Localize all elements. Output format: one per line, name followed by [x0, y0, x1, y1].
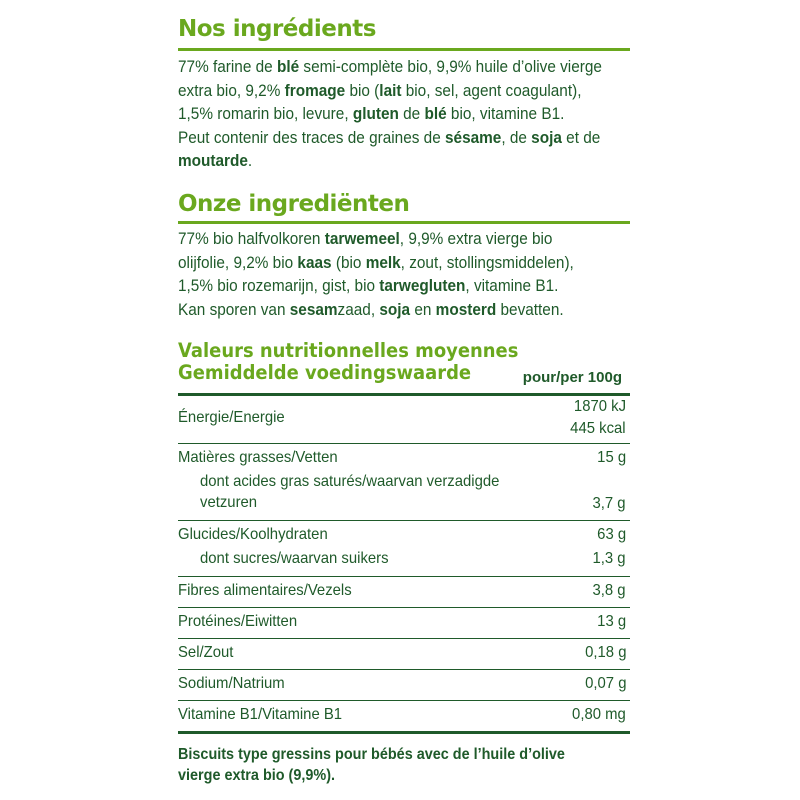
ingredient-text: , vitamine B1.: [465, 277, 559, 295]
fr-ingredients-text: [178, 56, 606, 174]
allergen-word: soja: [531, 128, 562, 147]
ingredient-text: de: [398, 105, 425, 123]
ingredient-text: et de: [561, 128, 601, 147]
row-value: 0,07 g: [584, 675, 626, 692]
row-label: Glucides/Koolhydraten: [178, 526, 328, 543]
per-100g-label: pour/per 100g: [522, 369, 622, 386]
table-row-sodium: [178, 670, 630, 701]
row-value: 13 g: [597, 613, 626, 630]
product-description-line-1: Biscuits type gressins pour bébés avec de l’huile d’olive: [178, 746, 565, 763]
nutrition-title-fr: Valeurs nutritionnelles moyennes: [178, 339, 519, 362]
row-label-sub: dont acides gras saturés/waarvan verzadigde: [200, 473, 500, 490]
table-row-protein: [178, 608, 630, 639]
nl-ingredients-text: [178, 228, 606, 322]
ingredient-text: en: [410, 300, 436, 319]
table-row-salt: [178, 639, 630, 670]
ingredient-line: [178, 299, 606, 323]
allergen-word: soja: [379, 300, 411, 319]
ingredient-line: [178, 56, 606, 80]
nutrition-title-nl: Gemiddelde voedingswaarde: [178, 361, 472, 384]
ingredient-text: Kan sporen van: [178, 300, 290, 319]
row-label-sub-cont: vetzuren: [200, 494, 258, 511]
row-value-sub: 1,3 g: [592, 550, 626, 567]
ingredient-text: , zout, stollingsmiddelen),: [400, 253, 574, 272]
row-label: Énergie/Energie: [178, 409, 285, 426]
ingredient-text: Peut contenir des traces de graines de: [178, 128, 445, 147]
ingredient-text: 77% farine de: [178, 58, 277, 76]
ingredient-line: [178, 103, 606, 127]
row-value-sub: 3,7 g: [592, 495, 626, 512]
row-label-sub: dont sucres/waarvan suikers: [200, 550, 389, 567]
ingredient-line: [178, 80, 606, 104]
allergen-word: moutarde: [178, 152, 248, 170]
ingredient-text: extra bio, 9,2%: [178, 81, 285, 100]
fr-title-rule: [178, 48, 630, 51]
ingredient-line: [178, 252, 606, 276]
fr-ingredients-title: Nos ingrédients: [178, 16, 376, 42]
row-label: Matières grasses/Vetten: [178, 449, 338, 466]
allergen-word: fromage: [284, 81, 346, 100]
ingredient-line: [178, 127, 606, 151]
table-row-fat: [178, 444, 630, 521]
nutrition-table: [178, 393, 630, 734]
allergen-word: kaas: [297, 253, 332, 272]
table-row-fibre: [178, 577, 630, 608]
row-value: 15 g: [597, 449, 626, 466]
allergen-word: tarwemeel: [324, 230, 400, 248]
ingredient-text: semi-complète bio, 9,9% huile d’olive vierge: [299, 58, 602, 76]
row-value: 0,80 mg: [572, 706, 626, 723]
nl-title-rule: [178, 221, 630, 224]
allergen-word: melk: [365, 253, 401, 272]
ingredient-text: bio, vitamine B1.: [446, 105, 565, 123]
ingredient-text: , de: [501, 128, 532, 147]
product-description: [178, 744, 643, 786]
ingredient-line: [178, 228, 606, 252]
row-value-kcal: 445 kcal: [570, 420, 626, 437]
row-label: Vitamine B1/Vitamine B1: [178, 706, 343, 723]
table-row-vitamin-b1: [178, 701, 630, 734]
nutrition-title: [178, 340, 518, 384]
ingredient-line: [178, 150, 606, 174]
ingredient-text: bio, sel, agent coagulant),: [401, 81, 582, 100]
ingredient-text: (bio: [331, 253, 366, 272]
allergen-word: blé: [276, 58, 300, 76]
allergen-word: gluten: [352, 105, 399, 123]
ingredient-text: zaad,: [337, 300, 380, 319]
row-value: 63 g: [597, 526, 626, 543]
row-label: Protéines/Eiwitten: [178, 613, 298, 630]
row-value: 1870 kJ: [573, 398, 626, 415]
ingredient-text: bio (: [345, 81, 380, 100]
ingredient-text: .: [247, 152, 253, 170]
row-value: 0,18 g: [584, 644, 626, 661]
ingredient-text: 77% bio halfvolkoren: [178, 230, 325, 248]
ingredient-text: olijfolie, 9,2% bio: [178, 253, 298, 272]
ingredient-text: 1,5% romarin bio, levure,: [178, 105, 353, 123]
ingredient-line: [178, 275, 606, 299]
allergen-word: blé: [424, 105, 447, 123]
allergen-word: sésame: [444, 128, 502, 147]
row-value: 3,8 g: [592, 582, 626, 599]
row-label: Sodium/Natrium: [178, 675, 285, 692]
row-label: Fibres alimentaires/Vezels: [178, 582, 352, 599]
allergen-word: sesam: [289, 300, 338, 319]
row-label: Sel/Zout: [178, 644, 234, 661]
ingredient-text: bevatten.: [496, 300, 564, 319]
ingredient-text: , 9,9% extra vierge bio: [399, 230, 553, 248]
table-row-carbs: [178, 521, 630, 577]
table-row-energy: [178, 396, 630, 444]
ingredient-text: 1,5% bio rozemarijn, gist, bio: [178, 277, 380, 295]
nl-ingredients-title: Onze ingrediënten: [178, 191, 410, 217]
allergen-word: tarwegluten: [379, 277, 466, 295]
allergen-word: mosterd: [435, 300, 497, 319]
allergen-word: lait: [379, 81, 402, 100]
product-description-line-2: vierge extra bio (9,9%).: [178, 767, 336, 784]
